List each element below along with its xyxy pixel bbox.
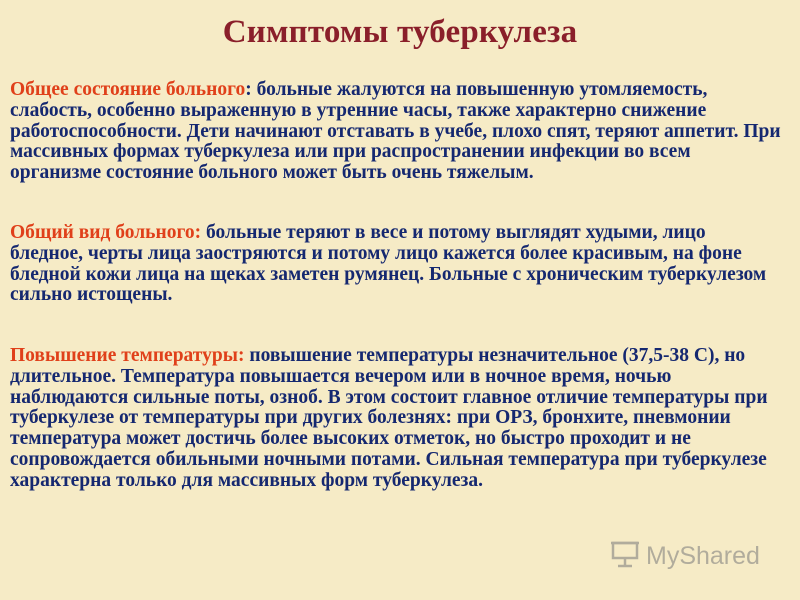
watermark-logo [610,536,780,576]
paragraph-temperature [10,346,782,492]
watermark-text: MyShared [646,541,760,570]
slide-title: Симптомы туберкулеза [222,14,578,50]
paragraph-text: : больные жалуются на повышенную утомляемость, слабость, особенно выраженную в утренние часы, также характерно снижение работоспособности. Дети начинают отставать в учебе, плохо спят, теряют аппетит. При массивных формах туберкулеза или при распространении инфекции во всем организме состояние больного может быть очень тяжелым. [10,79,781,184]
paragraph-general-condition [10,80,782,184]
paragraph-lead: Повышение температуры: [10,345,245,366]
paragraph-appearance [10,223,782,306]
paragraph-text: повышение температуры незначительное (37,5-38 С), но длительное. Температура повышается вечером или в ночное время, ночью наблюдаются сильные поты, озноб. В этом состоит главное отличие температуры при туберкулезе от температуры при других болезнях: при ОРЗ, бронхите, пневмонии температура может достичь более высоких отметок, но быстро проходит и не сопровождается обильными ночными потами. Сильная температура при туберкулезе характерна только для массивных форм туберкулеза. [10,345,768,491]
paragraph-lead: Общее состояние больного [10,79,246,100]
paragraph-text: больные теряют в весе и потому выглядят худыми, лицо бледное, черты лица заостряются и потому лицо кажется более красивым, на фоне бледной кожи лица на щеках заметен румянец. Больные с хроническим туберкулезом сильно истощены. [10,222,767,306]
presentation-board-icon [610,539,640,574]
paragraph-lead: Общий вид больного: [10,222,202,243]
